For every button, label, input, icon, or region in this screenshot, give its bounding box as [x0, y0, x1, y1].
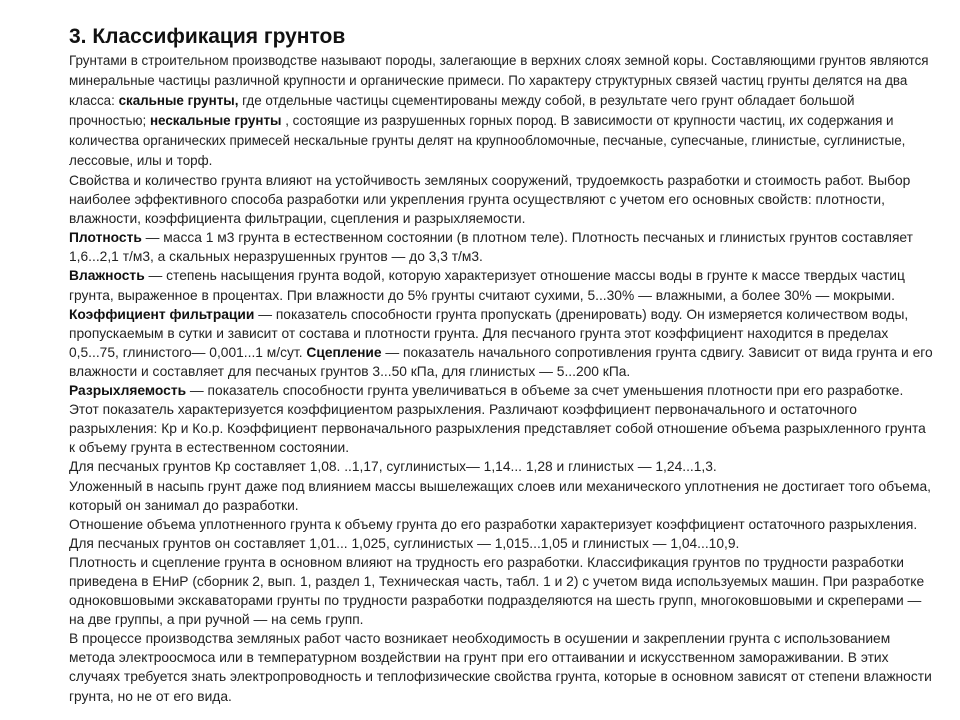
bold-term: Коэффициент фильтрации [69, 306, 255, 322]
bold-term: Разрыхляемость [69, 383, 187, 399]
paragraph [69, 381, 935, 457]
slide [69, 24, 935, 706]
text-run: — масса 1 м3 грунта в естественном состоянии (в плотном теле). Плотность песчаных и глинистых грунтов составляет 1,6...2,1 т/м3, а скальных неразрушенных грунтов — до 3,3 т/м3. [69, 230, 913, 265]
paragraph [69, 457, 935, 476]
text-run: — показатель способности грунта увеличиваться в объеме за счет уменьшения плотности при его разработке. Этот показатель характеризуется коэффициентом разрыхления. Различают коэффициент первоначального и остаточного разрыхления: Кр и Ко.р. Коэффициент первоначального разрыхления представляет собой отношение объема разрыхленного грунта к объему грунта в естественном состоянии. [69, 383, 926, 456]
slide-body [69, 51, 935, 706]
paragraph [69, 171, 935, 228]
text-run: — степень насыщения грунта водой, которую характеризует отношение массы воды в грунте к массе твердых частиц грунта, выраженное в процентах. При влажности до 5% грунты считают сухими, 5...30% — влажными, а более 30% — мокрыми. [69, 268, 905, 303]
text-run: Плотность и сцепление грунта в основном влияют на трудность его разработки. Классификация грунтов по трудности разработки приведена в ЕНиР (сборник 2, вып. 1, раздел 1, Техническая часть, табл. 1 и 2) с учетом вида используемых машин. При разработке одноковшовыми экскаваторами грунты по трудности разработки подразделяются на шесть групп, многоковшовыми и скреперами — на две группы, а при ручной — на семь групп. [69, 554, 925, 628]
paragraph [69, 629, 935, 705]
slide-title: 3. Классификация грунтов [69, 25, 346, 48]
paragraph [69, 553, 935, 629]
text-run: — показатель начального сопротивления грунта сдвигу. Зависит от вида грунта и его влажности и составляет для песчаных грунтов 3...50 кПа, для глинистых — 5...200 кПа. [69, 344, 933, 379]
bold-term: Сцепление [306, 344, 382, 360]
text-run: , состоящие из разрушенных горных пород. В зависимости от крупности частиц, их содержания и количества органических примесей нескальные грунты делят на крупнообломочные, песчаные, супесчаные, глинистые, суглинистые, лессовые, илы и торф. [69, 113, 906, 168]
bold-term: скальные грунты, [118, 93, 239, 108]
paragraph [69, 266, 935, 381]
paragraph [69, 51, 935, 171]
bold-term: Влажность [69, 268, 145, 284]
text-run: где отдельные частицы сцементированы между собой, в результате чего грунт обладает большой прочностью; [69, 93, 855, 128]
text-run: — показатель способности грунта пропускать (дренировать) воду. Он измеряется количеством воды, пропускаемым в сутки и зависит от состава и плотности грунта. Для песчаного грунта этот коэффициент находится в пределах 0,5...75, глинистого— 0,001...1 м/сут. [69, 306, 909, 360]
paragraph [69, 515, 935, 553]
text-run: Для песчаных грунтов Кр составляет 1,08. ..1,17, суглинистых— 1,14... 1,28 и глинистых — 1,24...1,3. [69, 459, 717, 475]
bold-term: нескальные грунты [149, 113, 282, 128]
paragraph [69, 477, 935, 515]
text-run: Уложенный в насыпь грунт даже под влиянием массы вышележащих слоев или механического уплотнения не достигает того объема, который он занимал до разработки. [69, 478, 931, 513]
text-run: В процессе производства земляных работ часто возникает необходимость в осушении и закреплении грунта с использованием метода электроосмоса или в температурном воздействии на грунт при его оттаивании и искусственном замораживании. В этих случаях требуется знать электропроводность и теплофизические свойства грунта, которые в основном зависят от степени влажности грунта, но не от его вида. [69, 631, 932, 704]
text-run: Грунтами в строительном производстве называют породы, залегающие в верхних слоях земной коры. Составляющими грунтов являются минеральные частицы различной крупности и органические примеси. По характеру структурных связей частиц грунты делятся на два класса: [69, 53, 929, 108]
paragraph [69, 228, 935, 266]
text-run: Отношение объема уплотненного грунта к объему грунта до его разработки характеризует коэффициент остаточного разрыхления. Для песчаных грунтов он составляет 1,01... 1,025, суглинистых — 1,015...1,05 и глинистых — 1,04...10,9. [69, 516, 918, 551]
bold-term: Плотность [69, 230, 142, 246]
text-run: Свойства и количество грунта влияют на устойчивость земляных сооружений, трудоемкость разработки и стоимость работ. Выбор наиболее эффективного способа разработки или укрепления грунта осуществляют с учетом его основных свойств: плотности, влажности, коэффициента фильтрации, сцепления и разрыхляемости. [69, 173, 911, 227]
